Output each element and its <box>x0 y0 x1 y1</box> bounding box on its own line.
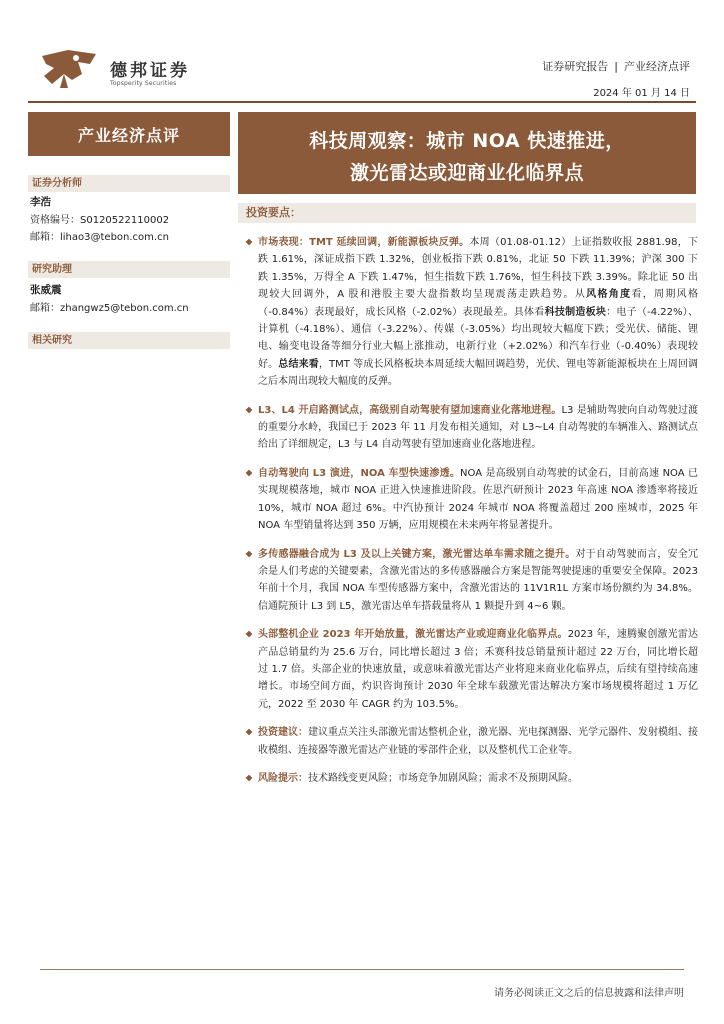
company-logo-icon <box>38 46 100 92</box>
key-point-item <box>246 546 698 616</box>
footer-divider <box>40 969 684 970</box>
analyst-cert: 资格编号：S0120522110002 <box>30 215 170 226</box>
bullet-diamond-icon <box>246 550 253 557</box>
assistant-name: 张威震 <box>30 284 62 296</box>
key-point-text: 本周（01.08-01.12）上证指数收报 2881.98，下跌 1.61%，深证成指下跌 1.32%，创业板指下跌 0.81%，北证 50 下跌 11.39%；沪深 300 下跌 1.35%，万得全 A 下跌 1.47%，恒生指数下跌 1.76%，恒生科技下跌 3.39%。除北证 50 出现较大回调外，A 股和港股主要大盘指数均呈现震荡走跌趋势。从 <box>258 237 698 301</box>
key-point-lead: 自动驾驶向 L3 演进，NOA 车型快速渗透。 <box>258 467 461 479</box>
key-point-item <box>246 465 698 535</box>
key-point-emphasis: 总结来看 <box>278 358 319 370</box>
key-point-lead: 多传感器融合成为 L3 及以上关键方案，激光雷达单车需求随之提升。 <box>258 548 576 560</box>
bullet-diamond-icon <box>246 631 253 638</box>
key-point-emphasis: 科技制造板块 <box>544 306 607 318</box>
key-point-text: NOA 是高级别自动驾驶的试金石，目前高速 NOA 已实现规模落地，城市 NOA 正进入快速推进阶段。佐思汽研预计 2023 年高速 NOA 渗透率将接近 10%，城市 NOA 超过 6%。中汽协预计 2024 年城市 NOA 将覆盖超过 200 座城市，2025 年 NOA 车型销量将达到 350 万辆，应用规模在未来两年将显著提升。 <box>258 467 698 532</box>
separator: | <box>614 60 618 73</box>
key-point-text: 建议重点关注头部激光雷达整机企业，激光器、光电探测器、光学元器件、发射模组、接收模组、连接器等激光雷达产业链的零部件企业，以及整机代工企业等。 <box>258 727 698 756</box>
report-date: 2024 年 01 月 14 日 <box>593 88 690 99</box>
title-line-1: 科技周观察：城市 NOA 快速推进， <box>309 130 625 152</box>
key-point-text: 对于自动驾驶而言，安全冗余是人们考虑的关键要素，含激光雷达的多传感器融合方案是智能驾驶提速的重要安全保障。2023 年前十个月，我国 NOA 车型传感器方案中，含激光雷达的 11V1R1L 方案市场份额约为 34.8%。信通院预计 L3 到 L5，激光雷达单车搭载量将从 1 颗提升到 4~6 颗。 <box>258 548 699 612</box>
subcategory-label: 产业经济点评 <box>624 60 690 73</box>
title-line-2: 激光雷达或迎商业化临界点 <box>349 162 584 184</box>
key-point-text: 看，周期风格（-0.84%）表现最好，成长风格（-2.02%）表现最差。具体看 <box>258 289 698 318</box>
key-point-text: 技术路线变更风险；市场竞争加剧风险；需求不及预期风险。 <box>308 772 578 784</box>
key-point-emphasis: 风格角度 <box>586 289 632 301</box>
bullet-diamond-icon <box>246 406 253 413</box>
key-point-text: ，TMT 等成长风格板块本周延续大幅回调趋势，光伏、锂电等新能源板块在上周回调之后本周出现较大幅度的反弹。 <box>258 358 699 388</box>
key-point-lead: 投资建议： <box>258 727 308 739</box>
related-research-label: 相关研究 <box>28 332 230 349</box>
category-label: 证券研究报告 <box>542 60 609 73</box>
report-title <box>238 112 696 194</box>
key-point-item <box>246 402 698 454</box>
key-point-lead: 市场表现：TMT 延续回调，新能源板块反弹。 <box>258 237 470 248</box>
key-point-lead: L3、L4 开启路测试点，高级别自动驾驶有望加速商业化落地进程。 <box>258 404 562 416</box>
key-points-label: 投资要点： <box>238 203 696 223</box>
analyst-name: 李浩 <box>30 196 51 208</box>
bullet-diamond-icon <box>246 239 253 246</box>
key-point-text: 2023 年，速腾聚创激光雷达产品总销量约为 25.6 万台，同比增长超过 3 倍；禾赛科技总销量预计超过 22 万台，同比增长超过 1.7 倍。头部企业的快速放量，或意味着激光雷达产业将迎来商业化临界点，后续有望持续高速增长。市场空间方面，灼识咨询预计 2030 年全球车载激光雷达解决方案市场规模将超过 1 万亿元，2022 至 2030 年 CAGR 约为 103.5%。 <box>258 629 698 710</box>
key-point-item <box>246 770 698 787</box>
key-point-item <box>246 626 698 713</box>
key-point-lead: 头部整机企业 2023 年开始放量，激光雷达产业或迎商业化临界点。 <box>258 629 568 641</box>
assistant-section-label: 研究助理 <box>28 261 230 278</box>
key-points-list <box>246 234 698 798</box>
bullet-diamond-icon <box>246 469 253 476</box>
key-point-lead: 风险提示： <box>258 772 308 784</box>
key-point-text: L3 是辅助驾驶向自动驾驶过渡的重要分水岭，我国已于 2023 年 11 月发布相关通知，对 L3~L4 自动驾驶的车辆准入、路测试点给出了详细规定，L3 与 L4 自动驾驶有望加速商业化落地进程。 <box>258 404 698 451</box>
footer-disclaimer: 请务必阅读正文之后的信息披露和法律声明 <box>494 988 684 999</box>
header-divider <box>28 101 696 103</box>
bullet-diamond-icon <box>246 729 253 736</box>
analyst-email[interactable]: 邮箱：lihao3@tebon.com.cn <box>30 232 169 243</box>
sidebar-title: 产业经济点评 <box>28 112 230 156</box>
brand-name-cn: 德邦证券 <box>110 61 190 81</box>
key-point-item <box>246 724 698 759</box>
analyst-section-label: 证券分析师 <box>28 175 230 192</box>
brand-name-en: Topsperity Securities <box>110 80 177 87</box>
assistant-email[interactable]: 邮箱：zhangwz5@tebon.com.cn <box>30 303 189 314</box>
bullet-diamond-icon <box>246 775 253 782</box>
key-point-text: ：电子（-4.22%）、计算机（-4.18%）、通信（-3.22%）、传媒（-3.05%）均出现较大幅度下跌；受光伏、储能、锂电、输变电设备等细分行业大幅上涨推动，电新行业（+2.02%）和汽车行业（-0.40%）表现较好。 <box>258 306 699 370</box>
key-point-item <box>246 234 698 391</box>
report-category <box>542 58 690 74</box>
